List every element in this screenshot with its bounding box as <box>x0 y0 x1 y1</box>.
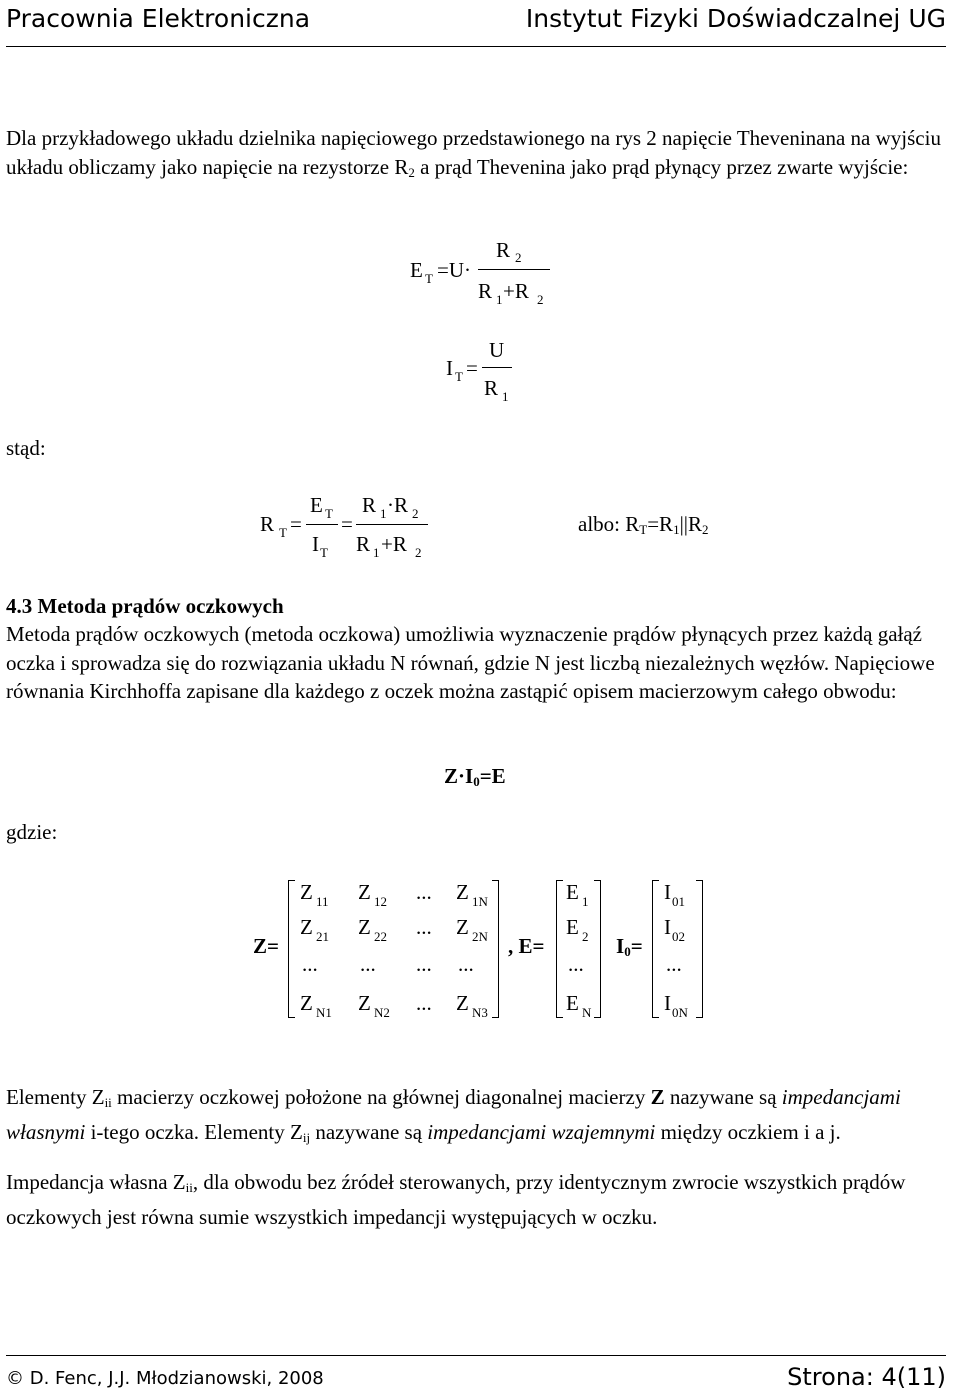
section-title: 4.3 Metoda prądów oczkowych <box>6 594 284 618</box>
label-gdzie: gdzie: <box>6 820 58 844</box>
equation-matrix: $Z\cdot I_0=E$ <box>444 764 506 789</box>
equation-albo: albo: $R_T=R_1||R_2$ <box>578 512 709 537</box>
footer-page-number: Strona: 4(11) <box>787 1363 946 1391</box>
label-stad: stąd: <box>6 436 46 460</box>
closing-paragraph-2: Impedancja własna $Z_{ii}$, dla obwodu bez źródeł sterowanych, przy identycznym zwrocie wszystkich prądów oczkowych jest równa sumie wszystkich impedancji występujących w oczku. <box>6 1170 906 1229</box>
intro-paragraph: Dla przykładowego układu dzielnika napięciowego przedstawionego na rys 2 napięcie Theveninana na wyjściu układu obliczamy jako napięcie na rezystorze $R_2$ a prąd Thevenina jako prąd płynący przez zwarte wyjście: <box>6 126 941 180</box>
section-paragraph: Metoda prądów oczkowych (metoda oczkowa) umożliwia wyznaczenie prądów płynących przez każdą gałąź oczka i sprowadza się do rozwiązania układu N równań, gdzie N jest liczbą niezależnych węzłów. Napięciowe równania Kirchhoffa zapisane dla każdego z oczek można zastąpić opisem macierzowym całego obwodu: <box>6 622 935 703</box>
footer-rule <box>6 1355 946 1356</box>
header-right: Instytut Fizyki Doświadczalnej UG <box>525 4 946 33</box>
header-left: Pracownia Elektroniczna <box>6 4 311 33</box>
footer-copyright: © D. Fenc, J.J. Młodzianowski, 2008 <box>6 1368 324 1389</box>
page-header <box>6 0 946 40</box>
header-rule <box>6 46 946 47</box>
closing-paragraph-1: Elementy $Z_{ii}$ macierzy oczkowej położone na głównej diagonalnej macierzy Z nazywane są impedancjami własnymi i-tego oczka. Elementy $Z_{ij}$ nazywane są impedancjami wzajemnymi między oczkiem i a j. <box>6 1085 901 1145</box>
